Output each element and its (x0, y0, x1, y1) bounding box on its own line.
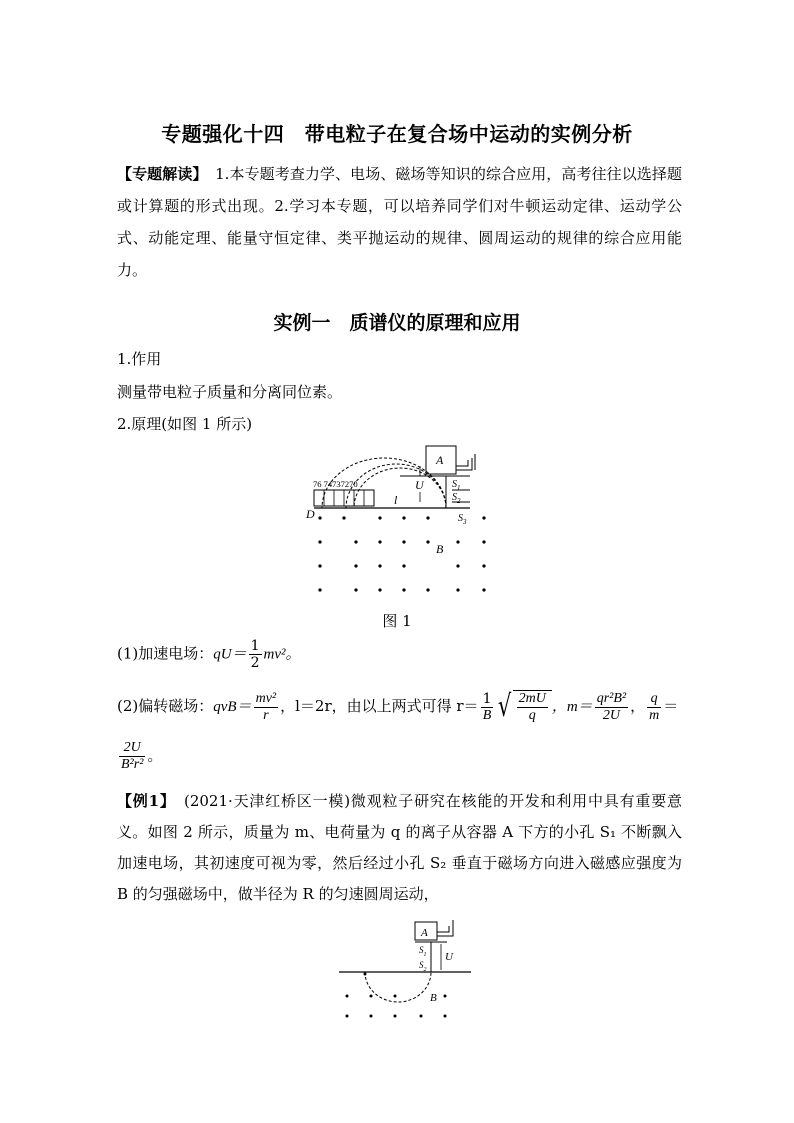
trajectory (365, 972, 431, 1002)
label-a: A (421, 927, 428, 939)
figure-1-caption: 图 1 (382, 612, 412, 630)
sqrt-body: $\frac{2mU}{q}$ (513, 690, 552, 724)
label-l: l (394, 493, 398, 507)
example-1-text: (2021·天津红桥区一模)微观粒子研究在核能的开发和利用中具有重要意义。如图 2 所示，质量为 m、电荷量为 q 的离子从容器 A 下方的小孔 S₁ 不断飘入加速电场，其初速度可视为零，然后经过小孔 S₂ 垂直于磁场方向进入磁感应强度为 B 的匀强磁场中，做半径为 R 的匀速圆周运动， (117, 792, 683, 903)
feed-pipe (456, 454, 475, 470)
figure-1-diagram (300, 440, 500, 610)
label-a: A (436, 453, 444, 467)
label-s1: $S_1$ (452, 479, 461, 492)
item2-heading: 2.原理(如图 1 所示) (117, 415, 253, 433)
page-title: 专题强化十四 带电粒子在复合场中运动的实例分析 (161, 122, 633, 146)
section-heading: 实例一 质谱仪的原理和应用 (273, 312, 521, 334)
label-s2: $S_2$ (452, 492, 461, 505)
label-b: B (430, 992, 437, 1004)
radical-sign: √ (498, 689, 512, 724)
fraction: $\frac{\text{mv²}}{r}$ (255, 690, 277, 723)
intro-text: 1.本专题考查力学、电场、磁场等知识的综合应用，高考往往以选择题或计算题的形式出现。2.学习本专题，可以培养同学们对牛顿运动定律、运动学公式、动能定理、能量守恒定律、类平抛运动的规律、圆周运动的规律的综合应用能力。 (117, 165, 682, 279)
label-u: U (445, 951, 453, 963)
label-b: B (436, 542, 444, 556)
field-dots (318, 516, 485, 591)
figure-2-diagram (335, 912, 475, 1027)
label-s2: $S_2$ (419, 960, 427, 973)
label-s3: $S_3$ (458, 513, 467, 526)
intro-tag: 【专题解读】 (117, 165, 201, 183)
label-s1: $S_1$ (419, 945, 427, 958)
label-u: U (415, 478, 424, 492)
fraction: $\frac{1}{2}$ (250, 638, 260, 671)
example-1-paragraph (117, 786, 682, 910)
fraction: $\frac{2U}{\text{B²r²}}$ (121, 740, 144, 772)
item1-heading: 1.作用 (117, 350, 162, 368)
equation-2: (2)偏转磁场：qvB＝ $\frac{\text{mv²}}{r}$ ，l＝2r，由以上两式可得 r＝ $\frac{1}{B}$ √ $\frac{2mU}{q}$ ，m＝ $\frac{\text{qr²B²}}{2U}$ ， $\frac{q}{m}$ ＝ (117, 689, 679, 724)
equation-1: (1)加速电场：qU＝ $\frac{1}{2}$ mv²。 (117, 638, 301, 671)
equation-2-continued: $\frac{2U}{\text{B²r²}}$ 。 (121, 740, 163, 772)
item1-text: 测量带电粒子质量和分离同位素。 (117, 383, 343, 401)
feed-pipe (437, 920, 453, 936)
fraction: $\frac{q}{m}$ (649, 690, 660, 723)
intro-paragraph (117, 158, 682, 286)
label-d: D (306, 507, 315, 521)
fraction: $\frac{\text{qr²B²}}{2U}$ (596, 690, 627, 723)
example-1-tag: 【例1】 (117, 792, 169, 810)
scale-labels: 76 74737270 (313, 479, 358, 489)
fraction: $\frac{1}{B}$ (482, 690, 492, 723)
